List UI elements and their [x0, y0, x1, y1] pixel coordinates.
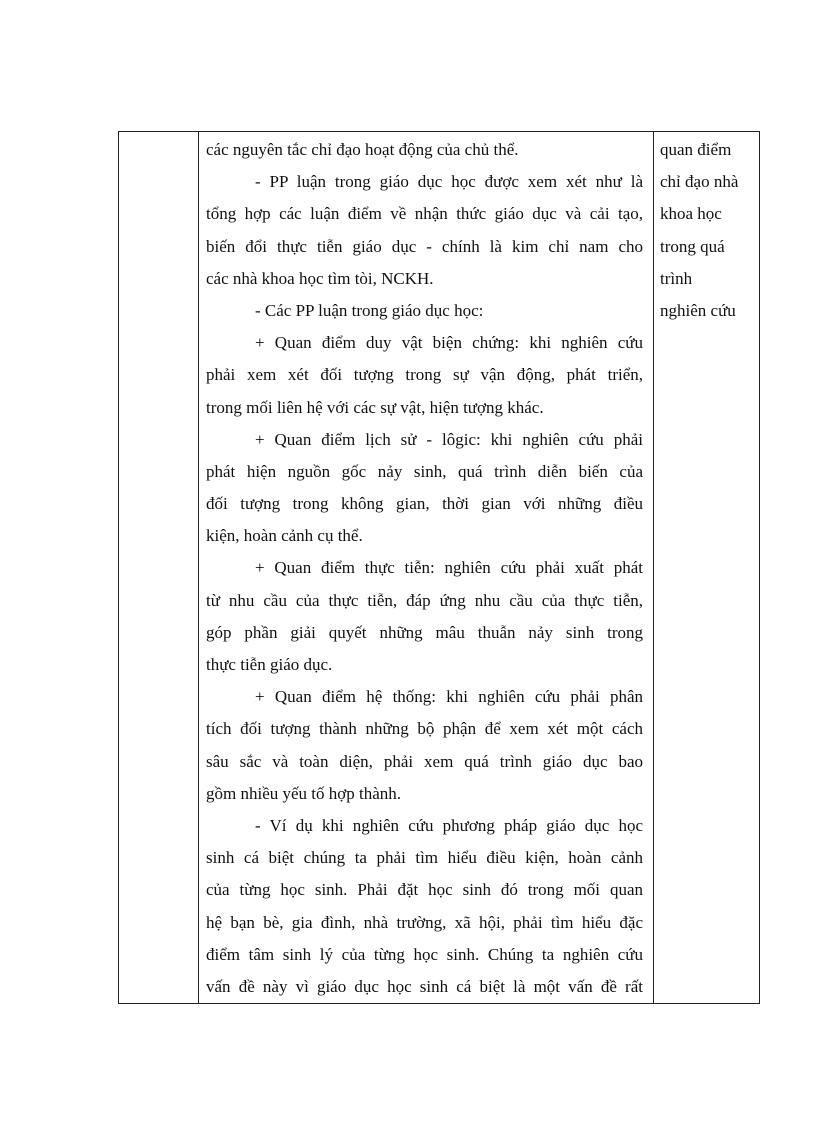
text-line: vấn đề này vì giáo dục học sinh cá biệt là một vấn đề rất	[206, 976, 643, 996]
note-line: trình	[660, 268, 693, 288]
text-line: - Ví dụ khi nghiên cứu phương pháp giáo dục học	[255, 815, 643, 835]
content-table	[118, 131, 760, 1004]
main-text-cell	[199, 132, 654, 1004]
notes-cell	[654, 132, 760, 1004]
text-line: phải xem xét đối tượng trong sự vận động, phát triển,	[206, 365, 643, 385]
text-line: + Quan điểm hệ thống: khi nghiên cứu phải phân	[255, 687, 643, 707]
text-line: từ nhu cầu của thực tiễn, đáp ứng nhu cầu của thực tiễn,	[206, 590, 643, 610]
note-line: chỉ đạo nhà	[660, 172, 739, 192]
text-line: trong mối liên hệ với các sự vật, hiện tượng khác.	[206, 397, 544, 417]
notes-text-block	[654, 132, 759, 327]
text-line: + Quan điểm lịch sử - lôgic: khi nghiên cứu phải	[255, 429, 643, 449]
left-column-cell	[119, 132, 199, 1004]
text-line: kiện, hoàn cảnh cụ thể.	[206, 526, 363, 546]
text-line: - Các PP luận trong giáo dục học:	[255, 300, 484, 320]
text-line: các nhà khoa học tìm tòi, NCKH.	[206, 268, 434, 288]
note-line: khoa học	[660, 204, 722, 224]
text-line: đối tượng trong không gian, thời gian với những điều	[206, 494, 643, 514]
text-line: các nguyên tắc chỉ đạo hoạt động của chủ thể.	[206, 140, 519, 159]
note-line: nghiên cứu	[660, 300, 736, 320]
text-line: góp phần giải quyết những mâu thuẫn nảy sinh trong	[206, 622, 643, 642]
text-line: phát hiện nguồn gốc nảy sinh, quá trình diễn biến của	[206, 461, 643, 481]
text-line: điểm tâm sinh lý của từng học sinh. Chúng ta nghiên cứu	[206, 944, 643, 964]
main-text-block	[199, 132, 653, 1003]
text-line: gồm nhiều yếu tố hợp thành.	[206, 783, 402, 803]
text-line: + Quan điểm duy vật biện chứng: khi nghiên cứu	[255, 333, 643, 353]
text-line: - PP luận trong giáo dục học được xem xét như là	[255, 172, 643, 192]
text-line: tổng hợp các luận điểm về nhận thức giáo dục và cải tạo,	[206, 204, 643, 224]
note-line: trong quá	[660, 236, 725, 256]
text-line: tích đối tượng thành những bộ phận để xem xét một cách	[206, 719, 643, 739]
table-row	[119, 132, 760, 1004]
text-line: của từng học sinh. Phải đặt học sinh đó trong mối quan	[206, 880, 643, 900]
text-line: biến đổi thực tiễn giáo dục - chính là kim chỉ nam cho	[206, 236, 643, 256]
text-line: hệ bạn bè, gia đình, nhà trường, xã hội, phải tìm hiểu đặc	[206, 912, 643, 932]
text-line: sâu sắc và toàn diện, phải xem quá trình giáo dục bao	[206, 751, 643, 771]
text-line: + Quan điểm thực tiễn: nghiên cứu phải xuất phát	[255, 558, 643, 578]
text-line: thực tiễn giáo dục.	[206, 655, 333, 674]
note-line: quan điểm	[660, 140, 732, 159]
text-line: sinh cá biệt chúng ta phải tìm hiểu điều kiện, hoàn cảnh	[206, 848, 643, 868]
